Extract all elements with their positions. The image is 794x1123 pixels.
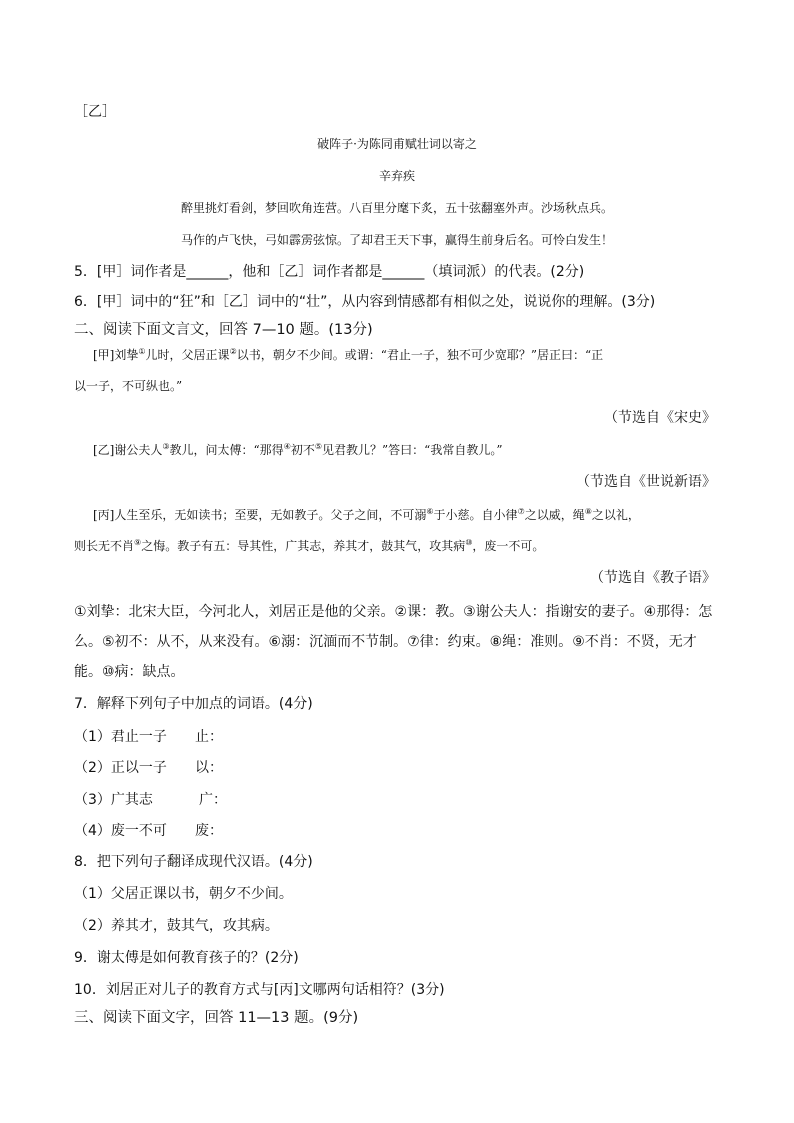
passage-yi-source: （节选自《世说新语》 bbox=[576, 474, 716, 490]
question-9: 9．谢太傅是如何教育孩子的？(2分) bbox=[74, 950, 299, 966]
poem-line-1: 醉里挑灯看剑，梦回吹角连营。八百里分麾下炙，五十弦翻塞外声。沙场秋点兵。 bbox=[180, 201, 613, 215]
question-8-stem: 8．把下列句子翻译成现代汉语。(4分) bbox=[74, 854, 313, 870]
passage-jia-source: （节选自《宋史》 bbox=[604, 410, 716, 426]
poem-title: 破阵子·为陈同甫赋壮词以寄之 bbox=[317, 137, 477, 151]
passage-bing-line-1: [丙]人生至乐，无如读书；至要，无如教子。父子之间，不可溺⑥于小慈。自小律⑦之以威，绳⑧之以礼， bbox=[93, 507, 640, 522]
question-5: 5．[甲］词作者是______，他和［乙］词作者都是______（填词派）的代表。(2分) bbox=[74, 264, 585, 280]
question-7-item-2: （2）正以一子 bbox=[74, 760, 167, 776]
question-7-item-4-word: 废： bbox=[195, 823, 223, 839]
question-10: 10．刘居正对儿子的教育方式与[丙]文哪两句话相符？(3分) bbox=[74, 982, 445, 998]
passage-bing-source: （节选自《教子语》 bbox=[590, 570, 716, 586]
passage-bing-line-2: 则长无不肖⑨之悔。教子有五：导其性，广其志，养其才，鼓其气，攻其病⑩，废一不可。 bbox=[74, 538, 545, 553]
passage-jia-line-2: 以一子，不可纵也。” bbox=[74, 379, 183, 393]
question-7-item-3: （3）广其志 bbox=[74, 792, 153, 808]
question-7-item-4: （4）废一不可 bbox=[74, 823, 167, 839]
notes-line-2: 么。⑤初不：从不，从来没有。⑥溺：沉湎而不节制。⑦律：约束。⑧绳：准则。⑨不肖：不贤，无才 bbox=[74, 634, 697, 650]
passage-yi-line: [乙]谢公夫人③教儿，问太傅：“那得④初不⑤见君教儿？”答曰：“我常自教儿。” bbox=[93, 442, 503, 457]
question-7-item-3-word: 广： bbox=[199, 792, 227, 808]
question-8-sentence-1: （1）父居正课以书，朝夕不少间。 bbox=[74, 886, 293, 902]
section-2-heading: 二、阅读下面文言文，回答 7—10 题。(13分) bbox=[74, 322, 373, 338]
section-3-heading: 三、阅读下面文字，回答 11—13 题。(9分) bbox=[74, 1010, 359, 1026]
question-7-item-1: （1）君止一子 bbox=[74, 729, 167, 745]
notes-line-3: 能。⑩病：缺点。 bbox=[74, 664, 185, 680]
poem-line-2: 马作的卢飞快，弓如霹雳弦惊。了却君王天下事，赢得生前身后名。可怜白发生！ bbox=[180, 233, 613, 247]
poem-yi-label: ［乙］ bbox=[74, 104, 116, 120]
question-8-sentence-2: （2）养其才，鼓其气，攻其病。 bbox=[74, 918, 279, 934]
question-7-stem: 7．解释下列句子中加点的词语。(4分) bbox=[74, 696, 313, 712]
question-7-item-2-word: 以： bbox=[195, 760, 223, 776]
passage-jia-line-1: [甲]刘挚①儿时，父居正课②以书，朝夕不少间。或谓：“君止一子，独不可少宽耶？”居正曰：“正 bbox=[93, 347, 604, 362]
poem-author: 辛弃疾 bbox=[378, 169, 415, 183]
question-7-item-1-word: 止： bbox=[195, 729, 223, 745]
question-6: 6．[甲］词中的“狂”和［乙］词中的“壮”，从内容到情感都有相似之处，说说你的理解。(3分) bbox=[74, 294, 656, 310]
notes-line-1: ①刘挚：北宋大臣，今河北人，刘居正是他的父亲。②课：教。③谢公夫人：指谢安的妻子。④那得：怎 bbox=[74, 604, 713, 620]
